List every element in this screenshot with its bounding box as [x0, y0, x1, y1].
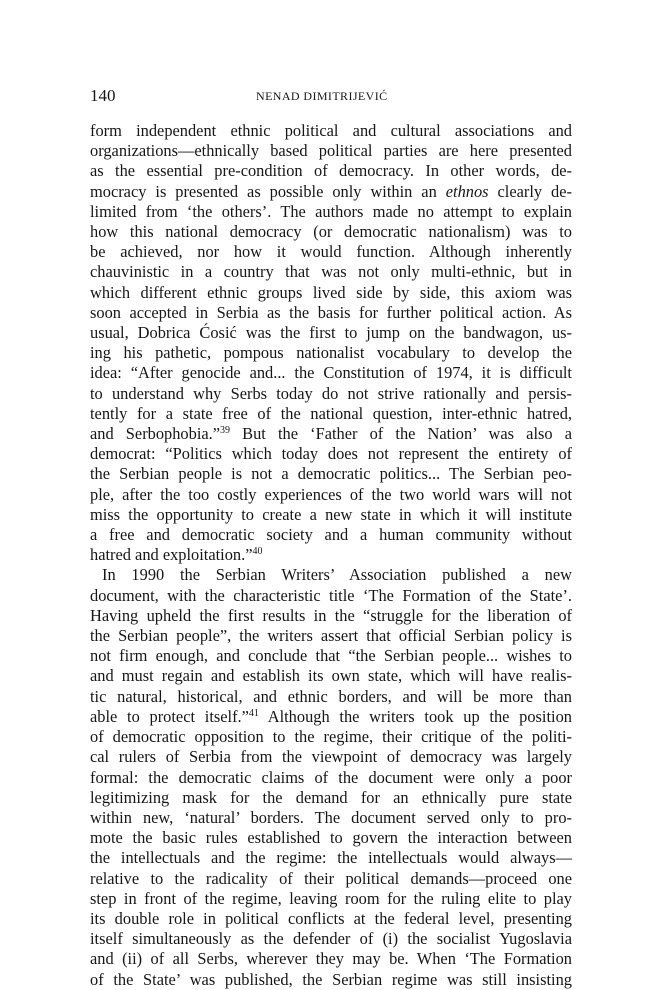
text-line: chauvinistic in a country that was not only multi-ethnic, but in [90, 262, 572, 282]
text-line: which different ethnic groups lived side by side, this axiom was [90, 282, 572, 302]
text-line: hatred and exploitation.”$^{40}$ [90, 545, 263, 565]
text-line: to understand why Serbs today do not strive rationally and persis- [90, 383, 572, 403]
text-line: democrat: “Politics which today does not represent the entirety of [90, 444, 572, 464]
text-line: tently for a state free of the national question, inter-ethnic hatred, [90, 403, 572, 423]
text-line: its double role in political conflicts at the federal level, presenting [90, 908, 572, 928]
text-line: the intellectuals and the regime: the intellectuals would always— [90, 848, 572, 868]
text-line: form independent ethnic political and cultural associations and [90, 121, 572, 140]
text-line: formal: the democratic claims of the document were only a poor [90, 767, 572, 787]
text-line: ple, after the too costly experiences of the two world wars will not [90, 484, 572, 504]
text-line: within new, ‘natural’ borders. The document served only to pro- [90, 807, 572, 827]
footnote-ref[interactable]: 41 [248, 707, 259, 719]
text-line: organizations—ethnically based political parties are here presented [90, 141, 572, 161]
text-line: soon accepted in Serbia as the basis for further political action. As [90, 302, 572, 322]
text-line: and Serbophobia.”$^{39}$ But the ‘Father of the Nation’ was also a [90, 424, 572, 444]
running-head [90, 86, 572, 112]
text-line: as the essential pre-condition of democracy. In other words, de- [90, 161, 572, 181]
italic-term: ethnos [445, 181, 489, 201]
text-line: not firm enough, and conclude that “the Serbian people... wishes to [90, 646, 572, 666]
text-line: and (ii) of all Serbs, wherever they may be. When ‘The Formation [90, 949, 572, 969]
text-line: a free and democratic society and a human community without [90, 525, 572, 545]
text-line: of democratic opposition to the regime, their critique of the politi- [90, 727, 572, 747]
text-line: itself simultaneously as the defender of (i) the socialist Yugoslavia [90, 929, 572, 949]
page-number: 140 [90, 86, 116, 105]
text-line: mocracy is presented as possible only within an ethnos clearly de- [90, 181, 572, 201]
text-line: of the State’ was published, the Serbian regime was still insisting [90, 969, 572, 989]
text-line: ing his pathetic, pompous nationalist vocabulary to develop the [90, 343, 572, 363]
running-head-author: NENAD DIMITRIJEVIĆ [256, 89, 388, 103]
text-line: step in front of the regime, leaving room for the ruling elite to play [90, 888, 572, 908]
text-line: Having upheld the first results in the “struggle for the liberation of [90, 605, 572, 625]
text-line: mote the basic rules established to govern the interaction between [90, 828, 572, 848]
paragraph [90, 121, 572, 565]
text-line: the Serbian people”, the writers assert that official Serbian policy is [90, 626, 572, 646]
footnote-ref[interactable]: 40 [252, 546, 263, 558]
text-line: and must regain and establish its own state, which will have realis- [90, 666, 572, 686]
text-line: limited from ‘the others’. The authors made no attempt to explain [90, 201, 572, 221]
paragraph [90, 565, 572, 989]
text-line: the Serbian people is not a democratic politics... The Serbian peo- [90, 464, 572, 484]
text-line: cal rulers of Serbia from the viewpoint of democracy was largely [90, 747, 572, 767]
text-line: relative to the radicality of their political demands—proceed one [90, 868, 572, 888]
body-text [90, 121, 572, 990]
text-line: In 1990 the Serbian Writers’ Association published a new [102, 565, 572, 585]
text-line: able to protect itself.”$^{41}$ Although the writers took up the position [90, 706, 572, 726]
text-line: legitimizing mask for the demand for an ethnically pure state [90, 787, 572, 807]
text-line: usual, Dobrica Ćosić was the first to jump on the bandwagon, us- [90, 323, 572, 343]
text-line: idea: “After genocide and... the Constitution of 1974, it is difficult [90, 363, 572, 383]
text-line: document, with the characteristic title ‘The Formation of the State’. [90, 585, 572, 605]
footnote-ref[interactable]: 39 [220, 425, 231, 437]
text-line: how this national democracy (or democratic nationalism) was to [90, 222, 572, 242]
text-line: be achieved, nor how it would function. Although inherently [90, 242, 572, 262]
text-line: miss the opportunity to create a new state in which it will institute [90, 504, 572, 524]
text-line: tic natural, historical, and ethnic borders, and will be more than [90, 686, 572, 706]
